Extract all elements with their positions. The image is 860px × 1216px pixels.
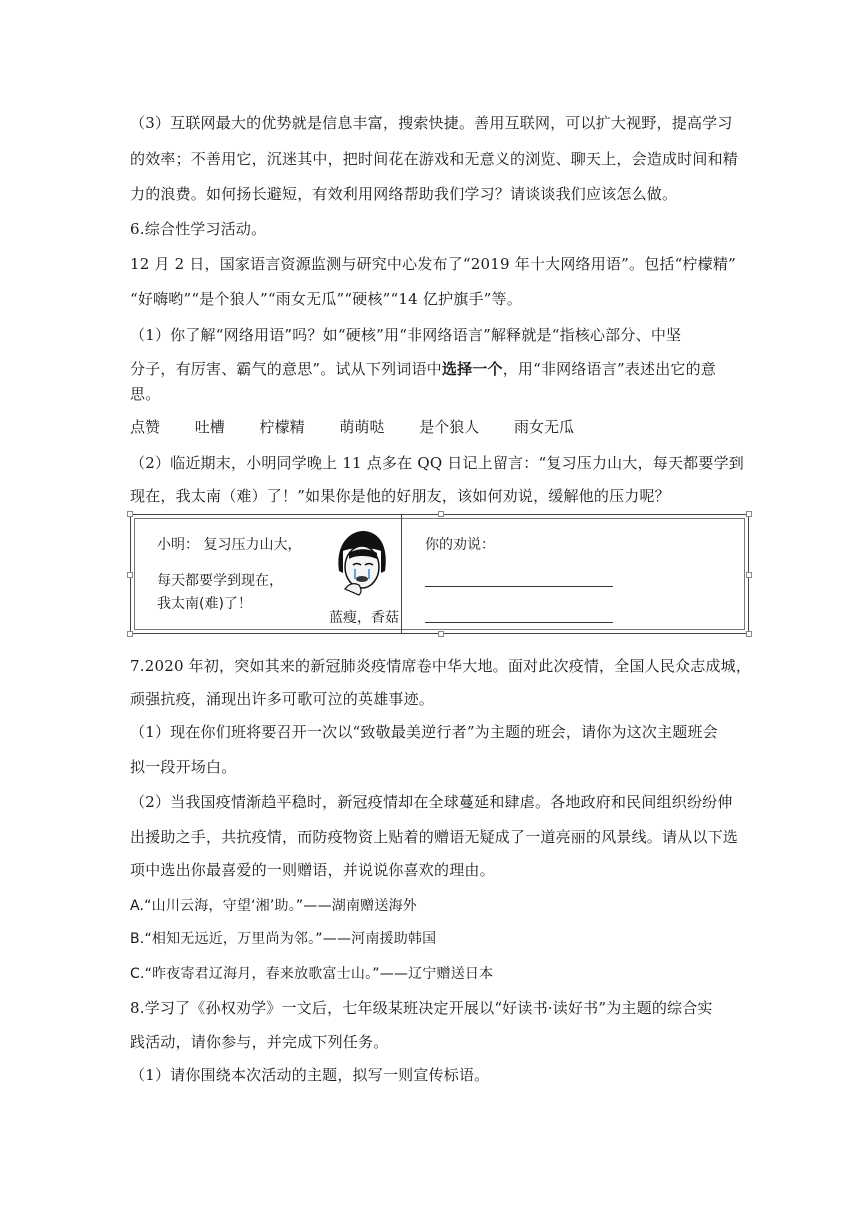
q6-title: 6.综合性学习活动。 bbox=[130, 220, 267, 238]
dialogue-box-divider bbox=[401, 515, 402, 633]
q6-p2-line-1: （2）临近期末，小明同学晚上 11 点多在 QQ 日记上留言：“复习压力山大，每天都要学到 bbox=[130, 454, 744, 472]
q6-p1-line-2-a: 分子，有厉害、霸气的意思”。试从下列词语中 bbox=[130, 360, 442, 378]
q7-p2-line-3: 项中选出你最喜爱的一则赠语，并说说你喜欢的理由。 bbox=[130, 861, 495, 879]
q8-intro-line-2: 践活动，请你参与，并完成下列任务。 bbox=[130, 1033, 389, 1051]
q7-intro-line-1: 7.2020 年初，突如其来的新冠肺炎疫情席卷中华大地。面对此次疫情，全国人民众志成城， bbox=[130, 657, 752, 675]
q6-intro-line-2: “好嗨哟”“是个狼人”“雨女无瓜”“硬核”“14 亿护旗手”等。 bbox=[130, 290, 522, 308]
crying-meme-icon bbox=[331, 529, 391, 599]
q6-p1-emphasis: 选择一个 bbox=[441, 360, 503, 378]
resize-handle bbox=[127, 631, 133, 637]
xiaoming-line-2: 每天都要学到现在， bbox=[157, 573, 283, 589]
q6-p1-line-3: 思。 bbox=[130, 385, 161, 403]
resize-handle bbox=[746, 572, 752, 578]
resize-handle bbox=[746, 511, 752, 517]
q6-p1-line-2 bbox=[130, 358, 716, 379]
xiaoming-line-3: 我太南(难)了！ bbox=[157, 596, 252, 612]
resize-handle bbox=[127, 572, 133, 578]
q6-p2-line-2: 现在，我太南（难）了！”如果你是他的好朋友，该如何劝说，缓解他的压力呢？ bbox=[130, 487, 670, 505]
xiaoming-line-1: 小明： 复习压力山大， bbox=[157, 537, 302, 553]
word-option: 萌萌哒 bbox=[339, 418, 385, 436]
q7-option-c: C.“昨夜寄君辽海月，春来放歌富士山。”——辽宁赠送日本 bbox=[130, 966, 494, 982]
q7-p1-line-1: （1）现在你们班将要召开一次以“致敬最美逆行者”为主题的班会，请你为这次主题班会 bbox=[130, 723, 718, 741]
resize-handle bbox=[438, 511, 444, 517]
word-option: 雨女无瓜 bbox=[513, 418, 574, 436]
q8-intro-line-1: 8.学习了《孙权劝学》一文后，七年级某班决定开展以“好读书·读好书”为主题的综合实 bbox=[130, 999, 713, 1017]
q6-intro-line-1: 12 月 2 日，国家语言资源监测与研究中心发布了“2019 年十大网络用语”。包括“柠檬精” bbox=[130, 255, 736, 273]
q6-p1-line-2-b: ，用“非网络语言”表述出它的意 bbox=[502, 360, 717, 378]
q5-p3-line-1: （3）互联网最大的优势就是信息丰富，搜索快捷。善用互联网，可以扩大视野，提高学习 bbox=[130, 114, 733, 132]
q8-p1: （1）请你围绕本次活动的主题，拟写一则宣传标语。 bbox=[130, 1066, 490, 1084]
advice-label: 你的劝说： bbox=[425, 537, 495, 553]
resize-handle bbox=[127, 511, 133, 517]
q7-p1-line-2: 拟一段开场白。 bbox=[130, 758, 237, 776]
word-option: 柠檬精 bbox=[259, 418, 305, 436]
q5-p3-line-3: 力的浪费。如何扬长避短，有效利用网络帮助我们学习？请谈谈我们应该怎么做。 bbox=[130, 185, 678, 203]
q7-option-a: A.“山川云海，守望‘湘’助。”——湖南赠送海外 bbox=[130, 898, 417, 914]
q7-p2-line-2: 出援助之手，共抗疫情，而防疫物资上贴着的赠语无疑成了一道亮丽的风景线。请从以下选 bbox=[130, 828, 739, 846]
dialogue-box bbox=[130, 514, 749, 634]
q5-p3-line-2: 的效率；不善用它，沉迷其中，把时间花在游戏和无意义的浏览、聊天上，会造成时间和精 bbox=[130, 150, 739, 168]
q6-p1-line-1: （1）你了解“网络用语”吗？如“硬核”用“非网络语言”解释就是“指核心部分、中坚 bbox=[130, 326, 682, 344]
resize-handle bbox=[438, 631, 444, 637]
word-option: 是个狼人 bbox=[419, 418, 480, 436]
meme-caption: 蓝瘦，香菇 bbox=[329, 610, 399, 626]
q7-option-b: B.“相知无远近，万里尚为邻。”——河南援助韩国 bbox=[130, 931, 437, 947]
answer-line-2 bbox=[425, 622, 613, 623]
q7-intro-line-2: 顽强抗疫，涌现出许多可歌可泣的英雄事迹。 bbox=[130, 690, 435, 708]
word-option: 吐槽 bbox=[194, 418, 225, 436]
q7-p2-line-1: （2）当我国疫情渐趋平稳时，新冠疫情却在全球蔓延和肆虐。各地政府和民间组织纷纷伸 bbox=[130, 793, 733, 811]
answer-line-1 bbox=[425, 586, 613, 587]
q6-word-list bbox=[130, 416, 604, 437]
word-option: 点赞 bbox=[130, 418, 161, 436]
resize-handle bbox=[746, 631, 752, 637]
